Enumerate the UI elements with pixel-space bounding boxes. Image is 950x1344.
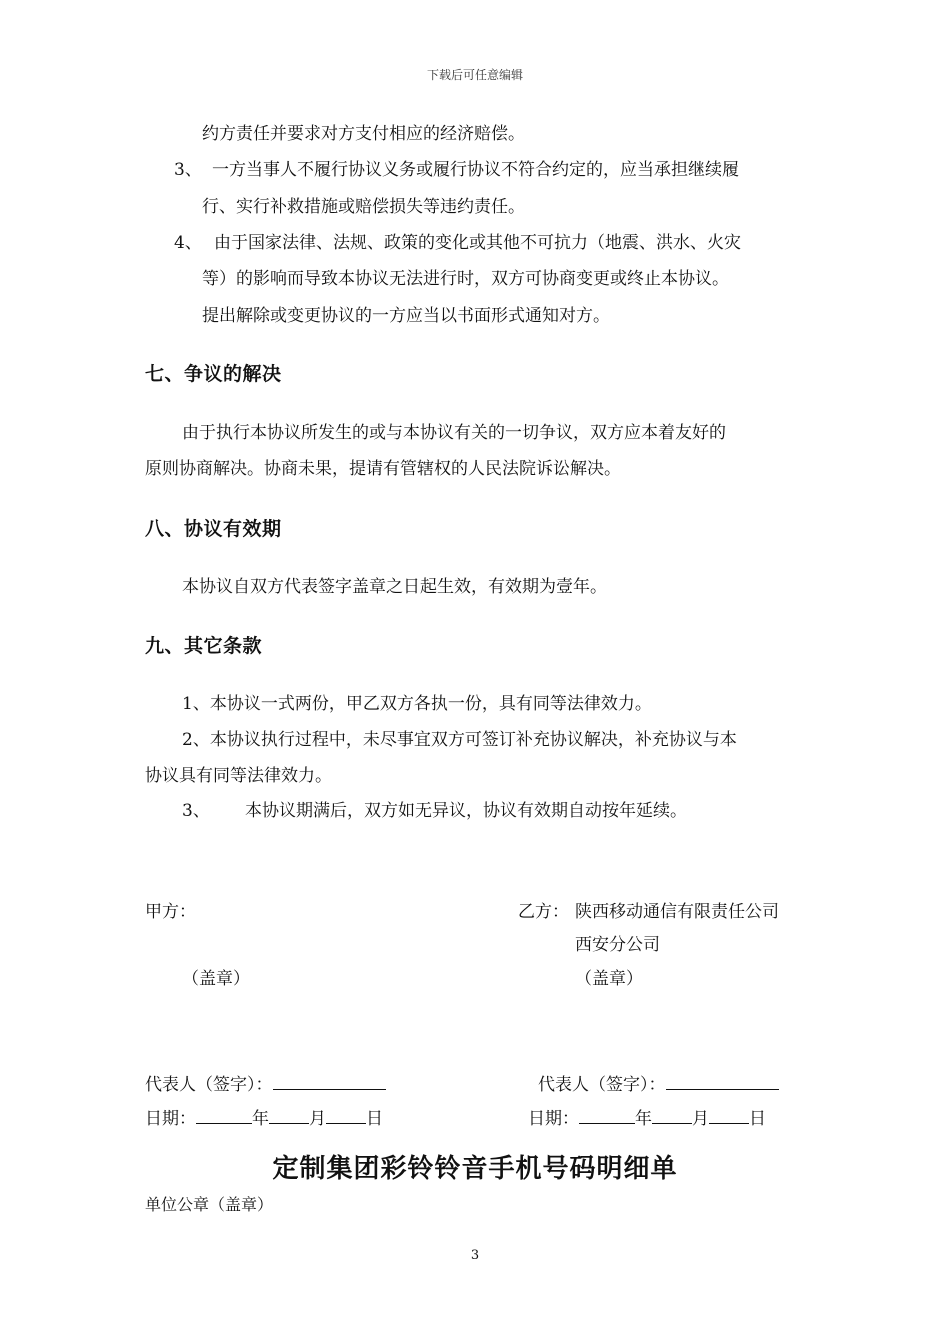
year-label: 年 — [252, 1109, 269, 1129]
party-a-date — [145, 1107, 383, 1129]
clause6-item4-text: 由于国家法律、法规、政策的变化或其他不可抗力（地震、洪水、火灾 — [214, 233, 741, 253]
month-label: 月 — [692, 1109, 709, 1129]
party-b-date — [528, 1107, 766, 1129]
year-label: 年 — [635, 1109, 652, 1129]
section9-item2: 2、本协议执行过程中，未尽事宜双方可签订补充协议解决，补充协议与本 — [182, 730, 737, 750]
party-b-seal: （盖章） — [575, 969, 643, 989]
page-number: 3 — [470, 1248, 480, 1263]
list-title: 定制集团彩铃铃音手机号码明细单 — [272, 1154, 678, 1184]
party-b-representative — [538, 1073, 779, 1095]
page-header: 下载后可任意编辑 — [426, 68, 523, 82]
month-blank — [652, 1107, 692, 1124]
clause6-line: 约方责任并要求对方支付相应的经济赔偿。 — [202, 124, 525, 144]
day-label: 日 — [366, 1109, 383, 1129]
section9-item2: 协议具有同等法律效力。 — [145, 766, 332, 786]
section9-item1: 1、本协议一式两份，甲乙双方各执一份，具有同等法律效力。 — [182, 694, 652, 714]
party-a-label: 甲方： — [145, 902, 196, 922]
clause6-item4-text: 等）的影响而导致本协议无法进行时，双方可协商变更或终止本协议。 — [202, 269, 729, 289]
clause6-item4-number: 4、 — [174, 233, 202, 253]
party-b-label: 乙方： — [518, 902, 569, 922]
year-blank — [196, 1107, 252, 1124]
section9-heading: 九、其它条款 — [145, 635, 263, 657]
party-a-representative — [145, 1073, 386, 1095]
unit-seal-label: 单位公章（盖章） — [145, 1195, 274, 1214]
party-b-name: 西安分公司 — [575, 935, 660, 955]
year-blank — [579, 1107, 635, 1124]
day-blank — [326, 1107, 366, 1124]
month-label: 月 — [309, 1109, 326, 1129]
date-label: 日期： — [145, 1109, 196, 1129]
clause6-item3-text: 一方当事人不履行协议义务或履行协议不符合约定的，应当承担继续履 — [212, 160, 739, 180]
party-b-name: 陕西移动通信有限责任公司 — [575, 902, 779, 922]
month-blank — [269, 1107, 309, 1124]
day-blank — [709, 1107, 749, 1124]
clause6-item3-text: 行、实行补救措施或赔偿损失等违约责任。 — [202, 197, 525, 217]
section9-item3-text: 本协议期满后，双方如无异议，协议有效期自动按年延续。 — [245, 801, 687, 821]
section9-item3-number: 3、 — [182, 801, 210, 821]
date-label: 日期： — [528, 1109, 579, 1129]
section8-paragraph: 本协议自双方代表签字盖章之日起生效，有效期为壹年。 — [182, 577, 607, 597]
signature-line — [273, 1073, 386, 1090]
day-label: 日 — [749, 1109, 766, 1129]
representative-label: 代表人（签字）： — [538, 1075, 666, 1095]
clause6-item4-text: 提出解除或变更协议的一方应当以书面形式通知对方。 — [202, 306, 610, 326]
party-a-seal: （盖章） — [182, 969, 250, 989]
section8-heading: 八、协议有效期 — [145, 518, 282, 540]
representative-label: 代表人（签字）： — [145, 1075, 273, 1095]
section7-paragraph: 由于执行本协议所发生的或与本协议有关的一切争议，双方应本着友好的 — [182, 423, 726, 443]
section7-paragraph: 原则协商解决。协商未果，提请有管辖权的人民法院诉讼解决。 — [145, 459, 621, 479]
clause6-item3-number: 3、 — [174, 160, 202, 180]
signature-line — [666, 1073, 779, 1090]
section7-heading: 七、争议的解决 — [145, 363, 282, 385]
